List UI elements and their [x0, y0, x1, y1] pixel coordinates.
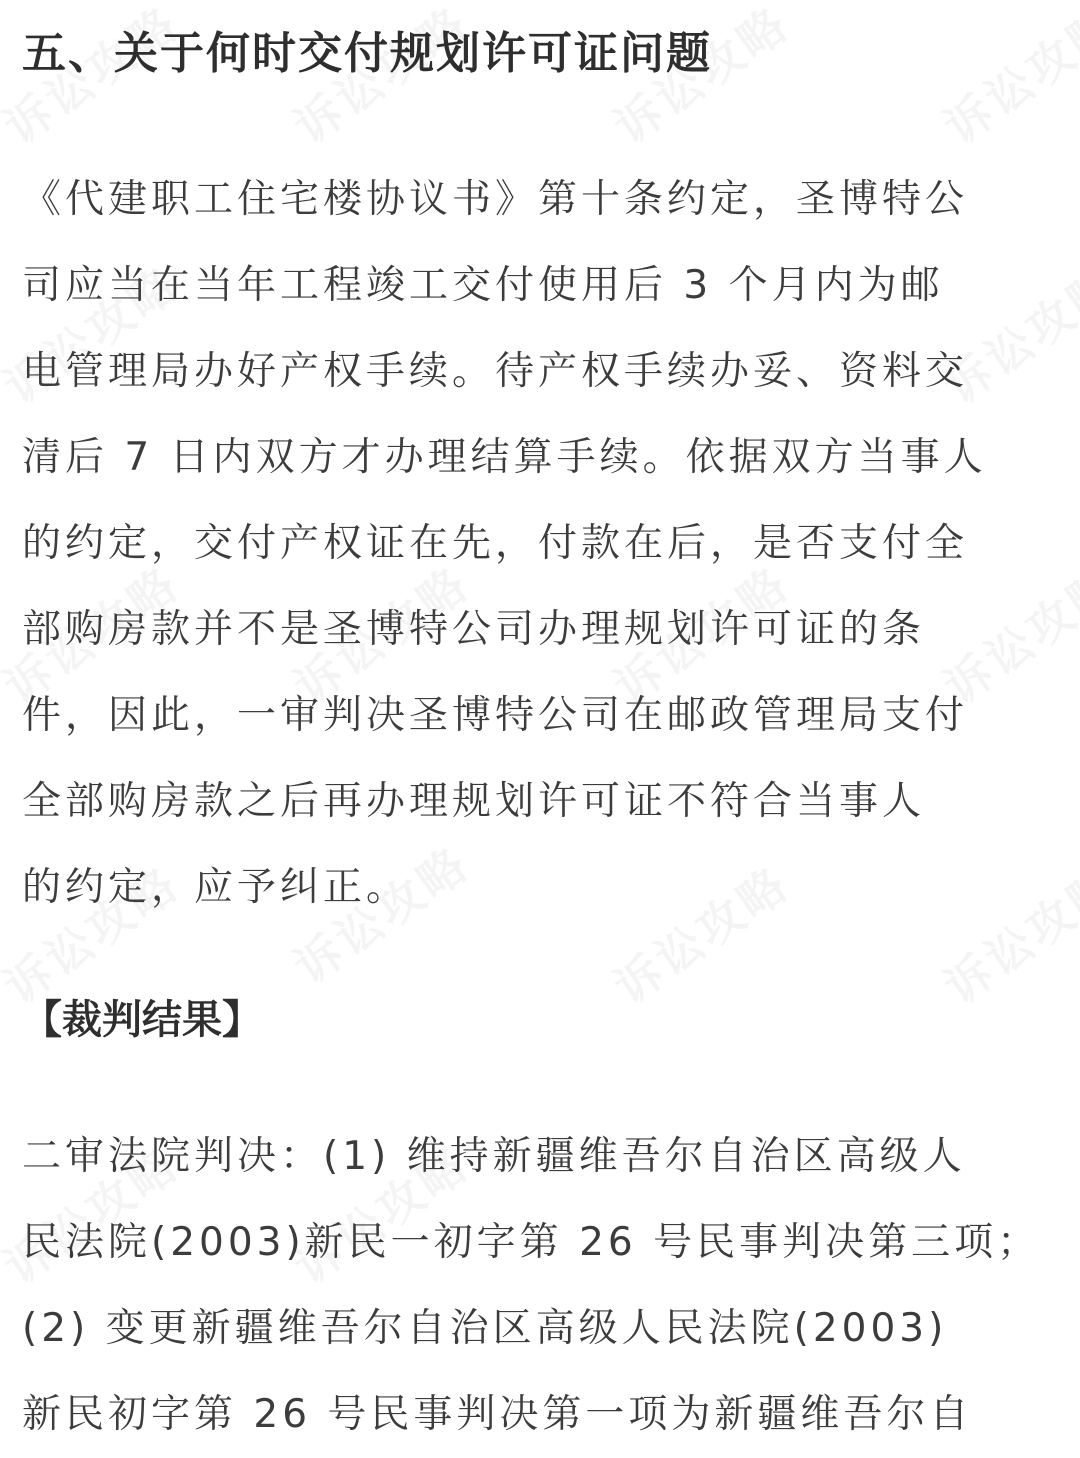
paragraph-line: 电管理局办好产权手续。待产权手续办妥、资料交 — [22, 349, 969, 394]
paragraph-delivery-terms — [22, 157, 1062, 931]
paragraph-line: 全部购房款之后再办理规划许可证不符合当事人 — [22, 779, 926, 824]
paragraph-line: 新民初字第 26 号民事判决第一项为新疆维吾尔自 — [22, 1392, 973, 1437]
paragraph-line: 的约定，应予纠正。 — [22, 865, 410, 910]
judgment-result-heading: 【裁判结果】 — [22, 997, 262, 1043]
paragraph-judgment — [22, 1114, 1062, 1458]
watermark — [929, 0, 1080, 157]
paragraph-line: 的约定，交付产权证在先，付款在后，是否支付全 — [22, 521, 969, 566]
paragraph-line: 清后 7 日内双方才办理结算手续。依据双方当事人 — [22, 435, 987, 480]
section-heading: 五、关于何时交付规划许可证问题 — [22, 28, 712, 79]
paragraph-line: (2) 变更新疆维吾尔自治区高级人民法院(2003) — [22, 1306, 948, 1351]
paragraph-line: 二审法院判决：(1) 维持新疆维吾尔自治区高级人 — [22, 1134, 966, 1179]
paragraph-line: 司应当在当年工程竣工交付使用后 3 个月内为邮 — [22, 263, 944, 308]
paragraph-line: 部购房款并不是圣博特公司办理规划许可证的条 — [22, 607, 926, 652]
paragraph-line: 件，因此，一审判决圣博特公司在邮政管理局支付 — [22, 693, 969, 738]
paragraph-line: 《代建职工住宅楼协议书》第十条约定，圣博特公 — [22, 177, 969, 222]
paragraph-line: 民法院(2003)新民一初字第 26 号民事判决第三项； — [22, 1220, 1041, 1265]
